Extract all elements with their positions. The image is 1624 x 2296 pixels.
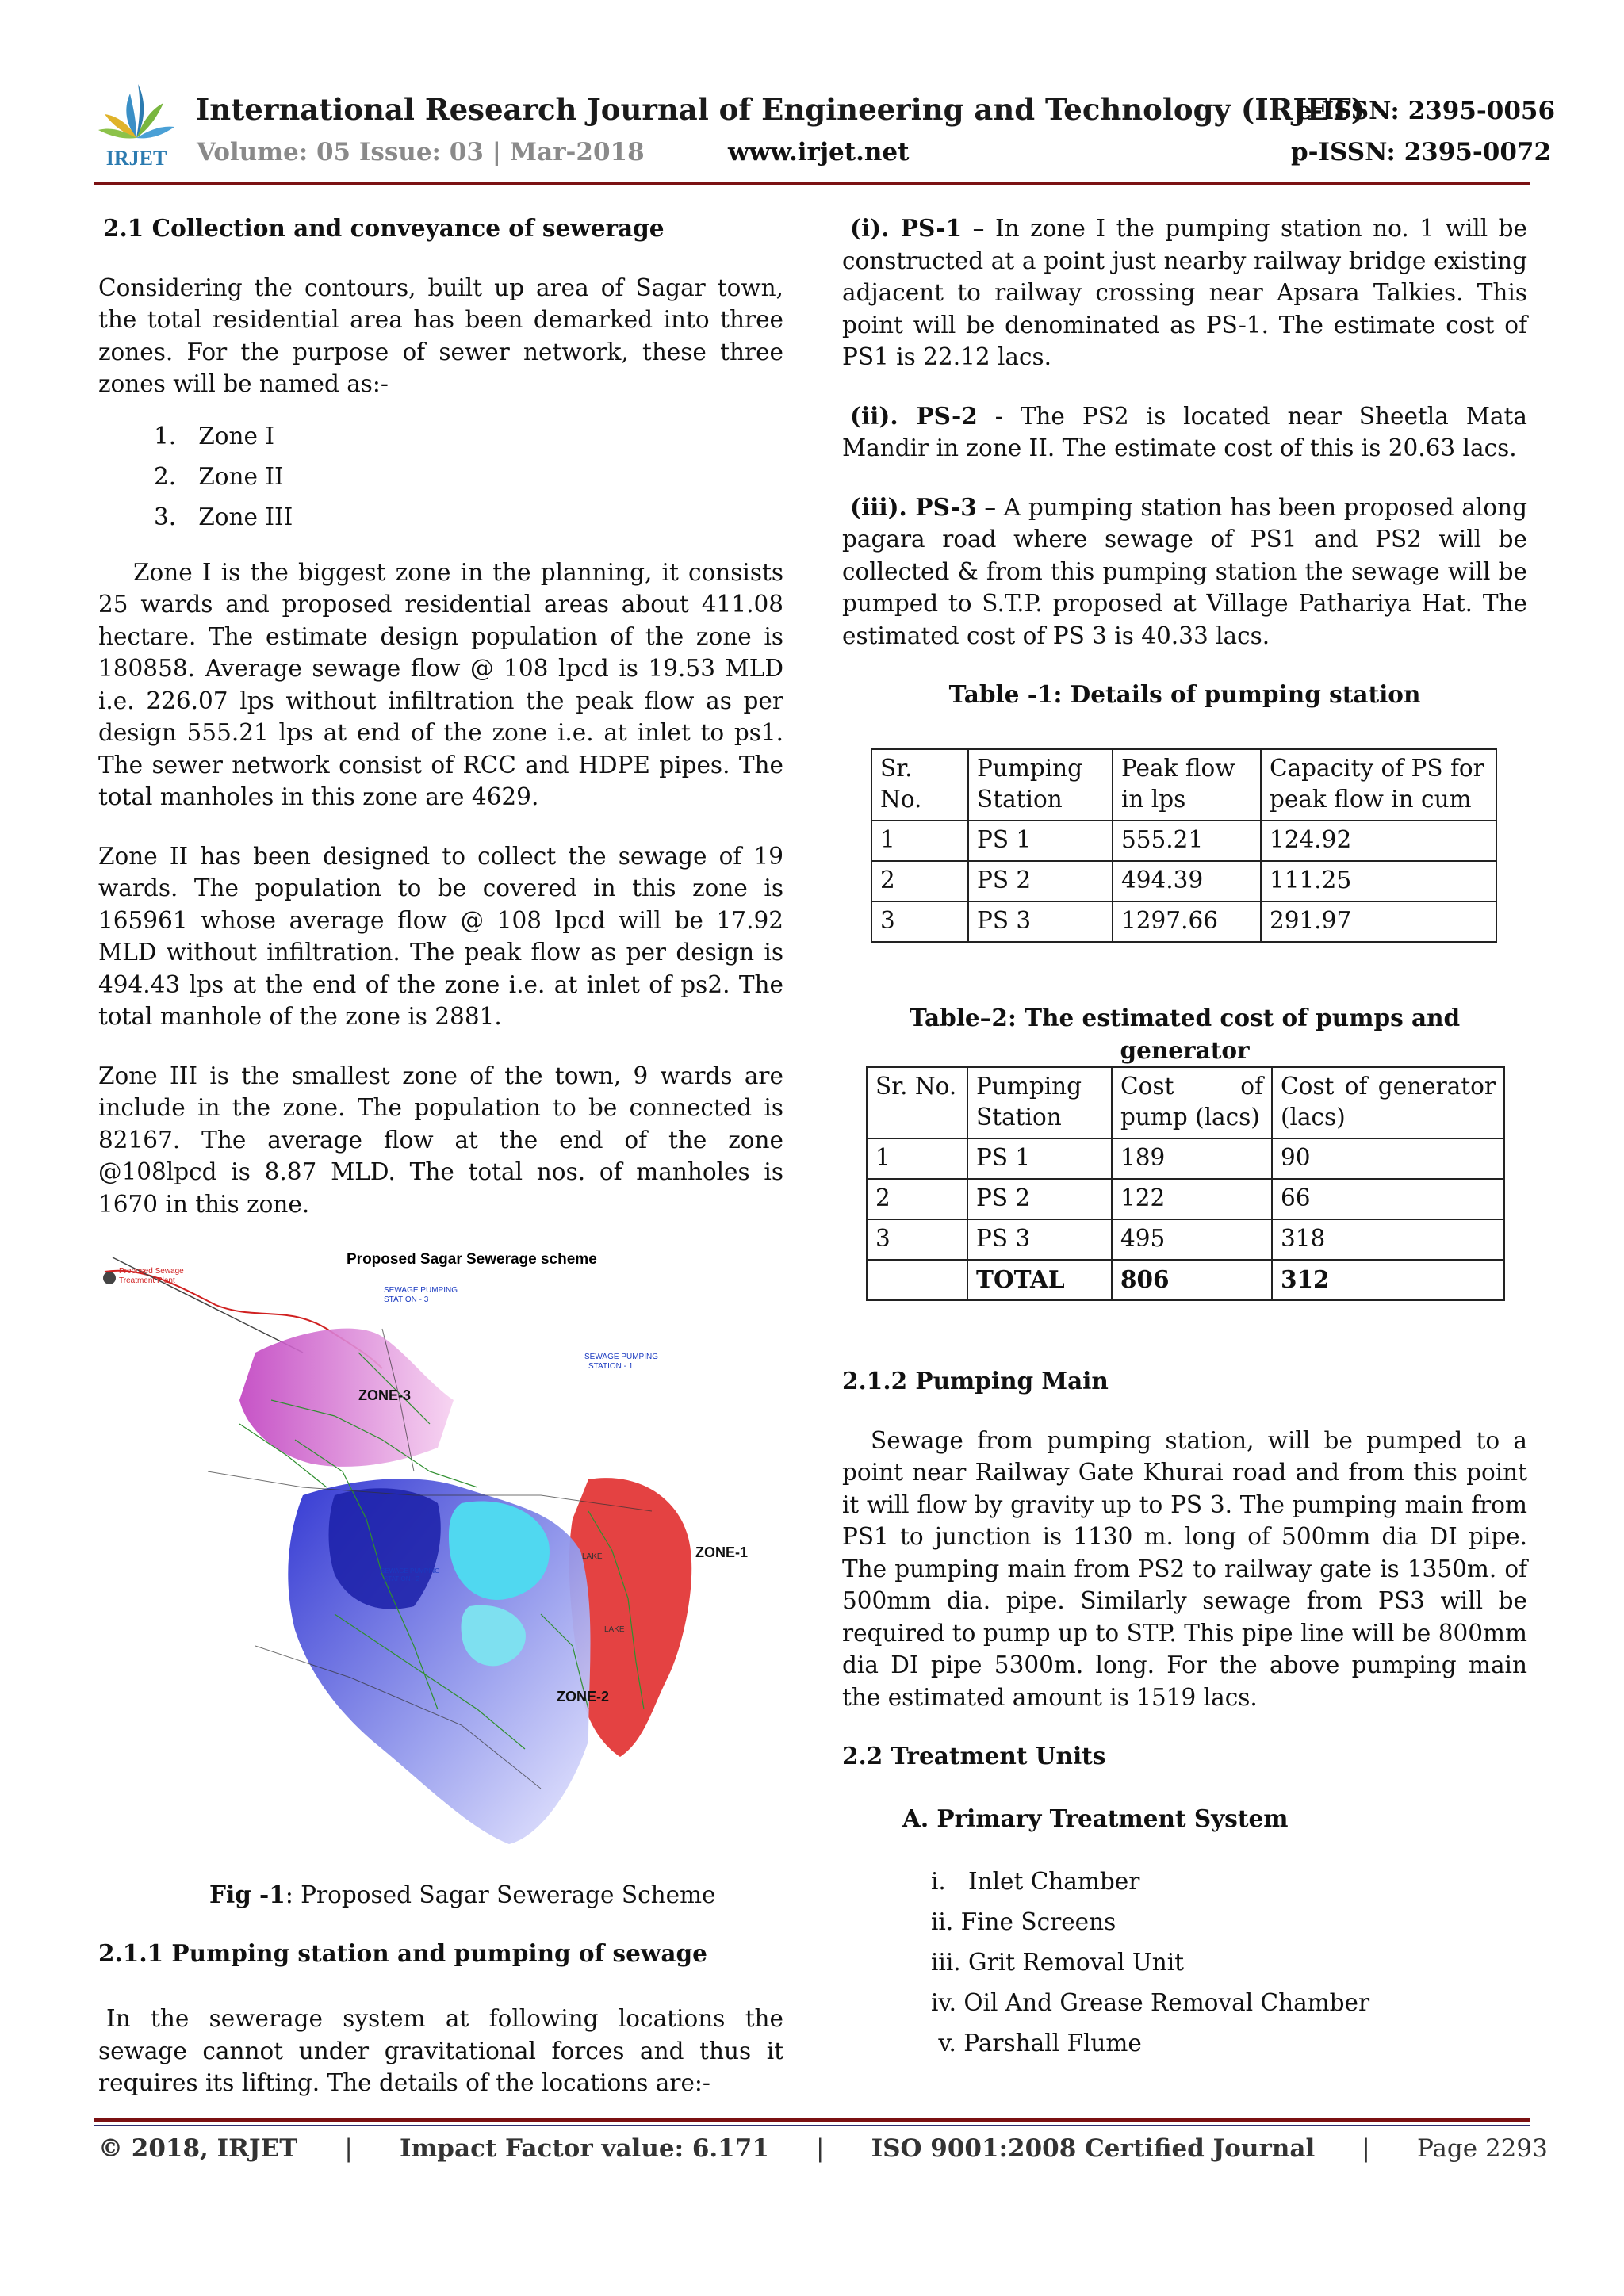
ps3-description [842,492,1527,652]
volume-issue: Volume: 05 Issue: 03 | Mar-2018 [197,138,645,166]
left-column [98,212,783,1220]
table-cell: 2 [867,1179,967,1219]
list-item: v. Parshall Flume [931,2030,1142,2057]
table-cell: 806 [1112,1260,1272,1300]
sewerage-scheme-map [97,1234,787,1852]
ps3-label: STATION - 3 [384,1295,429,1304]
ps3-label: SEWAGE PUMPING [384,1286,458,1295]
table-total-row [867,1260,1504,1300]
table-row [871,861,1496,901]
paragraph-pumping-locations: In the sewerage system at following locations the sewage cannot under gravitational forces and thus it requires its lifting. The details of the locations are:- [98,2005,783,2096]
zone-3-area [239,1329,454,1467]
table-cell: 318 [1272,1219,1504,1260]
table-header-cell: Pumping Station [967,1067,1112,1138]
table-row [867,1179,1504,1219]
ps2-label: STATION - 2 [384,1575,420,1582]
section-heading-2-1-2: 2.1.2 Pumping Main [842,1367,1109,1395]
stp-label: Treatment Plant [119,1276,175,1285]
paragraph-pumping-main: Sewage from pumping station, will be pumped to a point near Railway Gate Khurai road and from this point it will flow by gravity up to PS 3. The pumping main from PS1 to junction is 1130 m. long of 500mm dia DI pipe. The pumping main from PS2 to railway gate is 1350m. of 500mm dia. pipe. Similarly sewage from PS3 will be required to pump up to STP. This pipe line will be 800mm dia DI pipe 5300m. long. For the above pumping main the estimated amount is 1519 lacs. [842,1426,1527,1711]
leaf-icon [98,84,174,139]
pumping-station-table [871,748,1497,943]
table-header-cell: Cost of generator (lacs) [1272,1067,1504,1138]
table-cell: PS 1 [968,821,1113,861]
table-cell: 66 [1272,1179,1504,1219]
section-heading-2-2: 2.2 Treatment Units [842,1742,1106,1770]
stp-marker-icon [103,1272,116,1284]
ps2-text: - The PS2 is located near Sheetla Mata Mandir in zone II. The estimate cost of this is 20.63 lacs. [842,402,1527,461]
table-cell: 555.21 [1113,821,1261,861]
table-cell: 189 [1112,1138,1272,1179]
paragraph-zone-3: Zone III is the smallest zone of the town, 9 wards are include in the zone. The population to be connected is 82167. The average flow at the end of the zone @108lpcd is 8.87 MLD. The total nos. of manholes is 1670 in this zone. [98,1062,783,1218]
list-item: iv. Oil And Grease Removal Chamber [931,1989,1370,2016]
table-cell: 124.92 [1261,821,1496,861]
footer-rule [94,2125,1530,2126]
ps1-label: SEWAGE PUMPING [584,1353,658,1361]
table-cell: 3 [867,1219,967,1260]
footer-impact-factor: Impact Factor value: 6.171 [400,2134,769,2163]
p-issn: p-ISSN: 2395-0072 [1291,138,1552,166]
website-link[interactable]: www.irjet.net [728,138,910,166]
list-item: 2. Zone II [154,462,284,490]
table-cell: 111.25 [1261,861,1496,901]
table-1-title: Table -1: Details of pumping station [948,680,1421,708]
table-row [867,1219,1504,1260]
table-row [871,821,1496,861]
table-cell: PS 3 [967,1219,1112,1260]
table-cell: 90 [1272,1138,1504,1179]
subheading-primary-treatment: A. Primary Treatment System [902,1804,1289,1832]
ps3-text: – A pumping station has been proposed along pagara road where sewage of PS1 and PS2 will be collected & from this pumping station the sewage will be pumped to S.T.P. proposed at Village Pathariya Hat. The estimated cost of PS 3 is 40.33 lacs. [842,493,1527,649]
table-2-title: Table–2: The estimated cost of pumps and generator [909,1004,1461,1064]
ps2-description [842,400,1527,465]
ps2-label: SEWAGE PUMPING [381,1567,440,1575]
stp-label: Proposed Sewage [119,1267,184,1276]
list-item: iii. Grit Removal Unit [931,1949,1185,1976]
journal-title: International Research Journal of Engineering and Technology (IRJET) [196,92,1365,127]
table-cell: TOTAL [967,1260,1112,1300]
table-cell [867,1260,967,1300]
table-cell: 3 [871,901,968,942]
right-column-lower [842,1365,1527,2064]
figure-label: Fig -1 [209,1881,285,1908]
table-cell: 122 [1112,1179,1272,1219]
table-cell: 2 [871,861,968,901]
treatment-unit-list [931,1862,1527,2064]
table-header-cell: Sr. No. [871,749,968,821]
zone-3-label: ZONE-3 [358,1387,412,1403]
ps3-label: (iii). PS-3 [850,492,977,521]
ps1-label: (i). PS-1 [850,214,963,242]
table-header-cell: Capacity of PS for peak flow in cum [1261,749,1496,821]
list-item: 3. Zone III [154,503,293,530]
irjet-logo [94,76,179,170]
footer-separator: | [768,2134,871,2163]
table-header-row [871,749,1496,821]
table-cell: 1 [871,821,968,861]
logo-text: IRJET [105,147,167,170]
footer-copyright: © 2018, IRJET [98,2134,298,2163]
ps1-description [842,212,1527,373]
lake-label: LAKE [582,1552,603,1561]
zone-list [154,416,783,538]
footer-rule [94,2118,1530,2122]
section-heading-2-1: 2.1 Collection and conveyance of sewerage [103,214,665,242]
footer-page-number: Page 2293 [1416,2134,1548,2163]
ps2-label: (ii). PS-2 [850,401,978,430]
table-header-cell: Peak flow in lps [1113,749,1261,821]
table-header-cell: Pumping Station [968,749,1113,821]
list-item: 1. Zone I [154,422,275,450]
table-cell: PS 2 [967,1179,1112,1219]
lake-label: LAKE [604,1625,625,1634]
list-item: ii. Fine Screens [931,1908,1116,1935]
table-row [867,1138,1504,1179]
paragraph-zone-1: Zone I is the biggest zone in the planning, it consists 25 wards and proposed residential areas about 411.08 hectare. The estimate design population of the zone is 180858. Average sewage flow @ 108 lpcd is 19.53 MLD i.e. 226.07 lps without infiltration the peak flow as per design 555.21 lps at end of the zone i.e. at inlet to ps1. The sewer network consist of RCC and HDPE pipes. The total manholes in this zone are 4629. [98,558,783,810]
table-cell: PS 3 [968,901,1113,942]
table-cell: PS 1 [967,1138,1112,1179]
table-cell: 494.39 [1113,861,1261,901]
right-column [842,212,1527,711]
table-cell: 495 [1112,1219,1272,1260]
paragraph-zone-2: Zone II has been designed to collect the sewage of 19 wards. The population to be covered in this zone is 165961 whose average flow @ 108 lpcd will be 17.92 MLD without infiltration. The peak flow as per design is 494.43 lps at the end of the zone i.e. at inlet of ps2. The total manhole of the zone is 2881. [98,842,783,1030]
header-rule [94,182,1530,185]
table-cell: PS 2 [968,861,1113,901]
ps1-text: – In zone I the pumping station no. 1 will be constructed at a point just nearby railway bridge existing adjacent to railway crossing near Apsara Talkies. This point will be denominated as PS-1. The estimate cost of PS1 is 22.12 lacs. [842,215,1527,370]
table-cell: 1 [867,1138,967,1179]
e-issn: e-ISSN: 2395-0056 [1297,97,1556,125]
paragraph-intro: Considering the contours, built up area of Sagar town, the total residential area has been demarked into three zones. For the purpose of sewer network, these three zones will be named as:- [98,274,783,397]
ps1-label: STATION - 1 [588,1362,634,1371]
table-header-cell: Cost of pump (lacs) [1112,1067,1272,1138]
zone-2-label: ZONE-2 [557,1689,610,1705]
table-header-cell: Sr. No. [867,1067,967,1138]
footer-iso: ISO 9001:2008 Certified Journal [871,2134,1316,2163]
map-title: Proposed Sagar Sewerage scheme [347,1251,597,1268]
section-heading-2-1-1: 2.1.1 Pumping station and pumping of sewage [98,1939,707,1967]
table-cell: 1297.66 [1113,901,1261,942]
table-cell: 312 [1272,1260,1504,1300]
pump-cost-table [866,1066,1505,1301]
table-row [871,901,1496,942]
zone-1-label: ZONE-1 [695,1544,749,1560]
footer-separator: | [297,2134,400,2163]
page-footer [98,2134,1548,2163]
figure-caption [209,1879,764,1911]
table-cell: 291.97 [1261,901,1496,942]
figure-caption-text: : Proposed Sagar Sewerage Scheme [285,1881,716,1908]
table-header-row [867,1067,1504,1138]
list-item: i. Inlet Chamber [931,1868,1140,1895]
footer-separator: | [1315,2134,1417,2163]
